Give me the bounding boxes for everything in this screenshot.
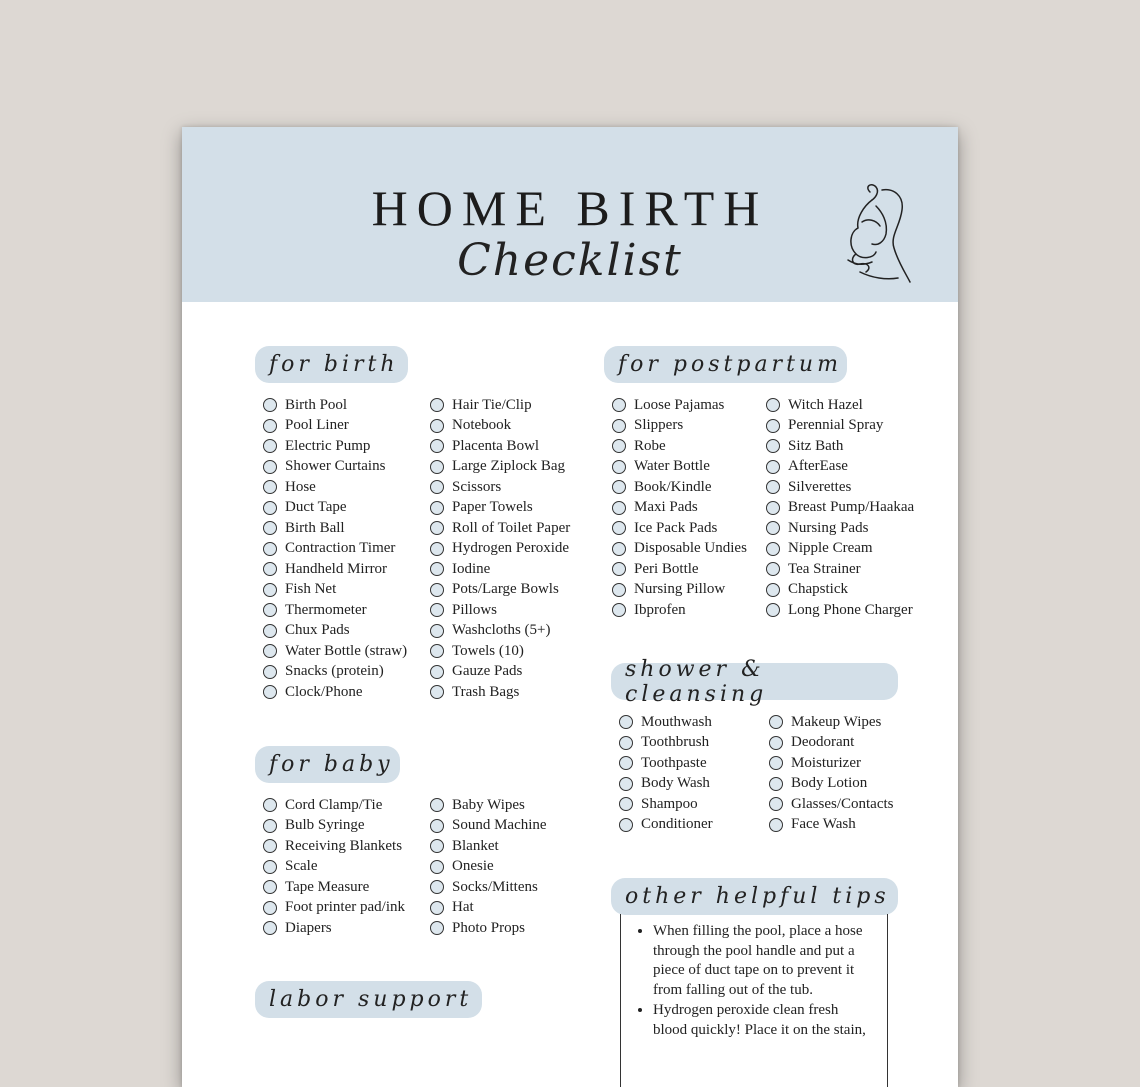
- checklist-item-label: Peri Bottle: [634, 560, 699, 577]
- checkbox-circle[interactable]: [263, 501, 277, 515]
- checklist-item[interactable]: [766, 518, 914, 539]
- checklist-item-label: Mouthwash: [641, 713, 712, 730]
- checklist-item[interactable]: [263, 436, 407, 457]
- checklist-item-label: Maxi Pads: [634, 499, 698, 516]
- checklist-item[interactable]: [769, 733, 894, 754]
- shower-list-col2: [769, 712, 894, 835]
- checklist-item-label: Towels (10): [452, 642, 524, 659]
- checklist-item[interactable]: [612, 580, 747, 601]
- checkbox-circle[interactable]: [769, 736, 783, 750]
- checkbox-circle[interactable]: [619, 756, 633, 770]
- checklist-item-label: Birth Ball: [285, 519, 345, 536]
- checklist-item-label: Placenta Bowl: [452, 437, 540, 454]
- checklist-item[interactable]: [612, 559, 747, 580]
- checklist-item-label: Birth Pool: [285, 396, 348, 413]
- checklist-item[interactable]: [430, 898, 547, 919]
- checkbox-circle[interactable]: [769, 818, 783, 832]
- checklist-item-label: Body Lotion: [791, 775, 868, 792]
- checklist-item[interactable]: [430, 877, 547, 898]
- checkbox-circle[interactable]: [263, 624, 277, 638]
- checkbox-circle[interactable]: [612, 419, 626, 433]
- checklist-item-label: Sound Machine: [452, 817, 547, 834]
- checklist-item-label: Roll of Toilet Paper: [452, 519, 571, 536]
- tips-box: [620, 914, 888, 1087]
- checkbox-circle[interactable]: [612, 460, 626, 474]
- checkbox-circle[interactable]: [430, 439, 444, 453]
- checklist-item[interactable]: [430, 795, 547, 816]
- checkbox-circle[interactable]: [769, 797, 783, 811]
- checklist-item[interactable]: [430, 395, 570, 416]
- checkbox-circle[interactable]: [430, 398, 444, 412]
- checkbox-circle[interactable]: [612, 542, 626, 556]
- checklist-item-label: Water Bottle: [634, 458, 710, 475]
- pregnant-woman-line-art-icon: [842, 182, 917, 287]
- checklist-item-label: Nursing Pads: [788, 519, 869, 536]
- checklist-item-label: Hydrogen Peroxide: [452, 540, 570, 557]
- checklist-item-label: Hair Tie/Clip: [452, 396, 532, 413]
- checklist-item[interactable]: [769, 712, 894, 733]
- checklist-item[interactable]: [612, 457, 747, 478]
- checkbox-circle[interactable]: [769, 777, 783, 791]
- checkbox-circle[interactable]: [430, 419, 444, 433]
- checklist-item[interactable]: [612, 600, 747, 621]
- checkbox-circle[interactable]: [430, 685, 444, 699]
- checklist-item-label: Contraction Timer: [285, 540, 396, 557]
- checklist-item[interactable]: [430, 836, 547, 857]
- checklist-item[interactable]: [430, 600, 570, 621]
- checklist-item[interactable]: [263, 621, 407, 642]
- checklist-item-label: Chapstick: [788, 581, 848, 598]
- checkbox-circle[interactable]: [263, 460, 277, 474]
- checklist-item[interactable]: [430, 436, 570, 457]
- checklist-item[interactable]: [619, 794, 713, 815]
- checklist-item-label: Hat: [452, 899, 474, 916]
- checklist-item-label: Snacks (protein): [285, 663, 384, 680]
- checkbox-circle[interactable]: [263, 480, 277, 494]
- checklist-item-label: Baby Wipes: [452, 796, 525, 813]
- checkbox-circle[interactable]: [263, 819, 277, 833]
- checkbox-circle[interactable]: [263, 880, 277, 894]
- checklist-item-label: Duct Tape: [285, 499, 347, 516]
- checkbox-circle[interactable]: [263, 901, 277, 915]
- checkbox-circle[interactable]: [766, 603, 780, 617]
- checklist-item[interactable]: [430, 518, 570, 539]
- checklist-item[interactable]: [263, 816, 405, 837]
- checkbox-circle[interactable]: [619, 736, 633, 750]
- checklist-item-label: Silverettes: [788, 478, 852, 495]
- checkbox-circle[interactable]: [430, 798, 444, 812]
- checklist-item[interactable]: [263, 600, 407, 621]
- checkbox-circle[interactable]: [263, 562, 277, 576]
- checklist-item-label: Pool Liner: [285, 417, 349, 434]
- checklist-item[interactable]: [766, 457, 914, 478]
- checkbox-circle[interactable]: [430, 460, 444, 474]
- checklist-item[interactable]: [430, 477, 570, 498]
- checkbox-circle[interactable]: [766, 419, 780, 433]
- tip-item: • Hydrogen peroxide clean fresh blood quickly! Place it on the stain,: [653, 1001, 867, 1040]
- checkbox-circle[interactable]: [430, 860, 444, 874]
- checklist-item-label: Water Bottle (straw): [285, 642, 408, 659]
- tips-list: [621, 922, 887, 1040]
- checklist-item-label: Ibprofen: [634, 601, 686, 618]
- header-banner: [182, 127, 958, 302]
- checklist-item-label: Iodine: [452, 560, 491, 577]
- checklist-item-label: Socks/Mittens: [452, 878, 538, 895]
- checklist-item-label: Tape Measure: [285, 878, 370, 895]
- checklist-item-label: Washcloths (5+): [452, 622, 551, 639]
- checklist-item-label: Witch Hazel: [788, 396, 863, 413]
- checkbox-circle[interactable]: [263, 921, 277, 935]
- checklist-item-label: Shampoo: [641, 795, 698, 812]
- checkbox-circle[interactable]: [766, 521, 780, 535]
- checklist-item[interactable]: [430, 416, 570, 437]
- checklist-item[interactable]: [619, 712, 713, 733]
- checklist-item-label: Sitz Bath: [788, 437, 844, 454]
- checklist-item-label: Shower Curtains: [285, 458, 386, 475]
- checklist-item[interactable]: [430, 457, 570, 478]
- checklist-item-label: Bulb Syringe: [285, 817, 365, 834]
- checklist-item-label: Deodorant: [791, 734, 855, 751]
- checkbox-circle[interactable]: [263, 685, 277, 699]
- checkbox-circle[interactable]: [263, 583, 277, 597]
- page-title: HOME BIRTH: [371, 180, 769, 236]
- checklist-item[interactable]: [263, 559, 407, 580]
- checklist-item[interactable]: [263, 395, 407, 416]
- checklist-item[interactable]: [766, 395, 914, 416]
- checkbox-circle[interactable]: [766, 542, 780, 556]
- section-labor-support-label: labor support: [255, 981, 482, 1018]
- section-for-baby-label: for baby: [255, 746, 400, 783]
- checkbox-circle[interactable]: [263, 665, 277, 679]
- section-other-helpful-tips-label: other helpful tips: [611, 878, 898, 915]
- checkbox-circle[interactable]: [766, 398, 780, 412]
- page-subtitle: Checklist: [457, 235, 683, 286]
- checklist-item-label: Body Wash: [641, 775, 710, 792]
- checklist-item[interactable]: [612, 436, 747, 457]
- checklist-item-label: Foot printer pad/ink: [285, 899, 405, 916]
- checklist-item[interactable]: [612, 539, 747, 560]
- checkbox-circle[interactable]: [430, 542, 444, 556]
- checkbox-circle[interactable]: [766, 583, 780, 597]
- checkbox-circle[interactable]: [612, 501, 626, 515]
- checkbox-circle[interactable]: [430, 921, 444, 935]
- checkbox-circle[interactable]: [619, 715, 633, 729]
- checkbox-circle[interactable]: [263, 860, 277, 874]
- checkbox-circle[interactable]: [612, 521, 626, 535]
- checkbox-circle[interactable]: [263, 644, 277, 658]
- checkbox-circle[interactable]: [263, 839, 277, 853]
- checklist-item-label: Electric Pump: [285, 437, 371, 454]
- shower-list-col1: [619, 712, 713, 835]
- checklist-item[interactable]: [263, 898, 405, 919]
- section-for-birth-label: for birth: [255, 346, 408, 383]
- checklist-item[interactable]: [263, 416, 407, 437]
- checkbox-circle[interactable]: [263, 542, 277, 556]
- checklist-item-label: Onesie: [452, 858, 494, 875]
- checkbox-circle[interactable]: [430, 819, 444, 833]
- checkbox-circle[interactable]: [612, 480, 626, 494]
- checkbox-circle[interactable]: [612, 439, 626, 453]
- checklist-item-label: Fish Net: [285, 581, 337, 598]
- checkbox-circle[interactable]: [766, 562, 780, 576]
- checklist-item[interactable]: [766, 416, 914, 437]
- checkbox-circle[interactable]: [430, 480, 444, 494]
- checklist-item-label: Trash Bags: [452, 683, 520, 700]
- checkbox-circle[interactable]: [766, 439, 780, 453]
- checklist-item[interactable]: [263, 641, 407, 662]
- checklist-item[interactable]: [263, 682, 407, 703]
- checklist-item[interactable]: [766, 436, 914, 457]
- checklist-item[interactable]: [612, 395, 747, 416]
- checklist-item[interactable]: [612, 498, 747, 519]
- section-shower-cleansing-label: shower & cleansing: [611, 663, 898, 700]
- checklist-item[interactable]: [766, 477, 914, 498]
- checklist-item[interactable]: [263, 518, 407, 539]
- checklist-item[interactable]: [263, 498, 407, 519]
- checklist-item[interactable]: [263, 662, 407, 683]
- checklist-item[interactable]: [263, 836, 405, 857]
- checklist-item[interactable]: [263, 857, 405, 878]
- tip-item: • When filling the pool, place a hose through the pool handle and put a piece of duct tape on to prevent it from falling out of the tub.: [653, 922, 867, 1000]
- postpartum-list-col1: [612, 395, 747, 621]
- checklist-item[interactable]: [430, 641, 570, 662]
- checklist-item[interactable]: [430, 580, 570, 601]
- checklist-item-label: Moisturizer: [791, 754, 861, 771]
- checklist-item-label: Hose: [285, 478, 316, 495]
- checkbox-circle[interactable]: [263, 419, 277, 433]
- checklist-item[interactable]: [430, 857, 547, 878]
- checkbox-circle[interactable]: [430, 624, 444, 638]
- checklist-sheet: [182, 127, 958, 1087]
- checklist-item[interactable]: [619, 733, 713, 754]
- checklist-item-label: Disposable Undies: [634, 540, 747, 557]
- checkbox-circle[interactable]: [612, 398, 626, 412]
- checkbox-circle[interactable]: [619, 818, 633, 832]
- checklist-item-label: Nipple Cream: [788, 540, 873, 557]
- checklist-item[interactable]: [430, 816, 547, 837]
- checklist-item-label: Slippers: [634, 417, 684, 434]
- baby-list-col2: [430, 795, 547, 939]
- checkbox-circle[interactable]: [612, 603, 626, 617]
- checklist-item[interactable]: [619, 753, 713, 774]
- checklist-item[interactable]: [263, 795, 405, 816]
- checklist-item-label: Notebook: [452, 417, 512, 434]
- checkbox-circle[interactable]: [430, 665, 444, 679]
- checkbox-circle[interactable]: [612, 562, 626, 576]
- checklist-item[interactable]: [766, 600, 914, 621]
- checklist-item-label: Makeup Wipes: [791, 713, 882, 730]
- checklist-item-label: Thermometer: [285, 601, 367, 618]
- checklist-item-label: Loose Pajamas: [634, 396, 725, 413]
- checklist-item-label: Toothbrush: [641, 734, 710, 751]
- checklist-item-label: Diapers: [285, 919, 332, 936]
- checklist-item-label: Ice Pack Pads: [634, 519, 718, 536]
- checklist-item-label: Breast Pump/Haakaa: [788, 499, 915, 516]
- checkbox-circle[interactable]: [430, 644, 444, 658]
- checkbox-circle[interactable]: [430, 521, 444, 535]
- checkbox-circle[interactable]: [769, 756, 783, 770]
- checklist-item[interactable]: [766, 559, 914, 580]
- checklist-item[interactable]: [769, 753, 894, 774]
- checklist-item[interactable]: [612, 477, 747, 498]
- checklist-item[interactable]: [430, 559, 570, 580]
- checklist-item-label: Chux Pads: [285, 622, 350, 639]
- checklist-item[interactable]: [769, 815, 894, 836]
- checklist-item-label: Scale: [285, 858, 318, 875]
- checklist-item[interactable]: [769, 794, 894, 815]
- checklist-item-label: Tea Strainer: [788, 560, 861, 577]
- checklist-item[interactable]: [766, 580, 914, 601]
- checklist-item-label: Perennial Spray: [788, 417, 884, 434]
- checkbox-circle[interactable]: [263, 603, 277, 617]
- checkbox-circle[interactable]: [766, 501, 780, 515]
- birth-list-col1: [263, 395, 407, 703]
- checkbox-circle[interactable]: [430, 562, 444, 576]
- checklist-item[interactable]: [430, 662, 570, 683]
- checkbox-circle[interactable]: [263, 798, 277, 812]
- checklist-item-label: Gauze Pads: [452, 663, 523, 680]
- checkbox-circle[interactable]: [766, 460, 780, 474]
- checklist-item[interactable]: [766, 498, 914, 519]
- postpartum-list-col2: [766, 395, 914, 621]
- birth-list-col2: [430, 395, 570, 703]
- checklist-item-label: Handheld Mirror: [285, 560, 388, 577]
- checklist-item-label: AfterEase: [788, 458, 848, 475]
- checkbox-circle[interactable]: [430, 901, 444, 915]
- checklist-item-label: Scissors: [452, 478, 502, 495]
- checkbox-circle[interactable]: [766, 480, 780, 494]
- checkbox-circle[interactable]: [430, 501, 444, 515]
- checklist-item[interactable]: [612, 518, 747, 539]
- checklist-item-label: Photo Props: [452, 919, 525, 936]
- checkbox-circle[interactable]: [430, 880, 444, 894]
- checklist-item-label: Conditioner: [641, 816, 713, 833]
- checklist-item-label: Pots/Large Bowls: [452, 581, 559, 598]
- checklist-item-label: Nursing Pillow: [634, 581, 726, 598]
- checkbox-circle[interactable]: [619, 777, 633, 791]
- checklist-item[interactable]: [263, 877, 405, 898]
- checklist-item[interactable]: [612, 416, 747, 437]
- checkbox-circle[interactable]: [430, 583, 444, 597]
- checklist-item[interactable]: [619, 774, 713, 795]
- checklist-item[interactable]: [263, 477, 407, 498]
- checklist-item-label: Glasses/Contacts: [791, 795, 894, 812]
- checkbox-circle[interactable]: [263, 439, 277, 453]
- checklist-item-label: Toothpaste: [641, 754, 707, 771]
- checkbox-circle[interactable]: [769, 715, 783, 729]
- checklist-item-label: Cord Clamp/Tie: [285, 796, 383, 813]
- checklist-item-label: Large Ziplock Bag: [452, 458, 566, 475]
- checkbox-circle[interactable]: [263, 398, 277, 412]
- checkbox-circle[interactable]: [619, 797, 633, 811]
- checklist-item-label: Long Phone Charger: [788, 601, 913, 618]
- checklist-item[interactable]: [430, 918, 547, 939]
- checkbox-circle[interactable]: [430, 839, 444, 853]
- checklist-item-label: Clock/Phone: [285, 683, 363, 700]
- checklist-item[interactable]: [263, 918, 405, 939]
- checklist-item[interactable]: [619, 815, 713, 836]
- checklist-item-label: Face Wash: [791, 816, 856, 833]
- checklist-item[interactable]: [263, 539, 407, 560]
- checklist-item[interactable]: [430, 682, 570, 703]
- checkbox-circle[interactable]: [430, 603, 444, 617]
- checkbox-circle[interactable]: [263, 521, 277, 535]
- checklist-item-label: Receiving Blankets: [285, 837, 403, 854]
- checklist-item-label: Book/Kindle: [634, 478, 712, 495]
- checklist-item[interactable]: [430, 621, 570, 642]
- section-for-postpartum-label: for postpartum: [604, 346, 847, 383]
- checklist-item[interactable]: [263, 457, 407, 478]
- checklist-item-label: Paper Towels: [452, 499, 533, 516]
- checkbox-circle[interactable]: [612, 583, 626, 597]
- checklist-item[interactable]: [430, 539, 570, 560]
- checklist-item[interactable]: [769, 774, 894, 795]
- checklist-item[interactable]: [430, 498, 570, 519]
- checklist-item-label: Robe: [634, 437, 666, 454]
- checklist-item-label: Blanket: [452, 837, 499, 854]
- checklist-item-label: Pillows: [452, 601, 498, 618]
- checklist-item[interactable]: [263, 580, 407, 601]
- baby-list-col1: [263, 795, 405, 939]
- checklist-item[interactable]: [766, 539, 914, 560]
